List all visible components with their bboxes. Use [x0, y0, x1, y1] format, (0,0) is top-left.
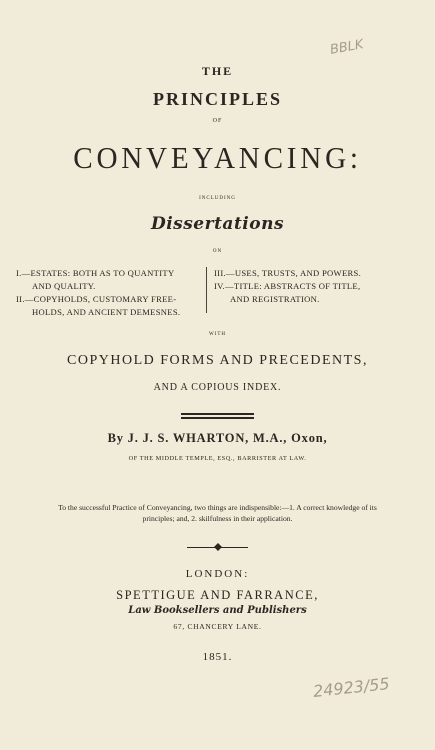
topic-line: IV.—TITLE: ABSTRACTS OF TITLE, [214, 281, 361, 291]
title-conveyancing: CONVEYANCING: [73, 140, 362, 175]
double-rule-bottom [181, 417, 254, 419]
ornament-diamond-icon [214, 543, 222, 551]
motto-quote: To the successful Practice of Conveyancing, two things are indispensible:—1. A correct knowledge of its principles; and, 2. skilfulness in their application. [58, 503, 377, 523]
title-principles: PRINCIPLES [152, 89, 283, 109]
column-divider [206, 267, 207, 313]
with-label: WITH [208, 332, 227, 337]
topic-line: AND QUALITY. [32, 281, 96, 291]
imprint-address: 67, CHANCERY LANE. [173, 622, 262, 631]
imprint-city: LONDON: [185, 568, 250, 580]
dissertations-heading: Dissertations [150, 214, 285, 234]
accession-number-pencil: 24923/55 [312, 674, 391, 701]
topic-line: II.—COPYHOLDS, CUSTOMARY FREE- [16, 294, 177, 304]
topics-right-column [214, 267, 379, 306]
title-the: THE [201, 64, 234, 78]
topic-line: I.—ESTATES: BOTH AS TO QUANTITY [16, 268, 175, 278]
including-label: INCLUDING [199, 196, 236, 201]
copious-index-line: AND A COPIOUS INDEX. [153, 382, 282, 393]
topic-line: AND REGISTRATION. [230, 294, 320, 304]
copyhold-forms-heading: COPYHOLD FORMS AND PRECEDENTS, [67, 353, 368, 368]
author-byline: By J. J. S. WHARTON, M.A., Oxon, [107, 431, 328, 445]
topic-line: HOLDS, AND ANCIENT DEMESNES. [32, 307, 181, 317]
author-affiliation: OF THE MIDDLE TEMPLE, ESQ., BARRISTER AT LAW. [128, 455, 307, 462]
imprint-publisher: SPETTIGUE AND FARRANCE, [116, 588, 319, 602]
title-of: OF [212, 118, 223, 124]
imprint-publisher-desc: Law Booksellers and Publishers [128, 605, 307, 616]
imprint-year: 1851. [202, 651, 233, 663]
topics-left-column [16, 267, 200, 319]
double-rule-top [181, 413, 254, 415]
topic-line: III.—USES, TRUSTS, AND POWERS. [214, 268, 362, 278]
shelfmark-pencil: BBLK [328, 37, 365, 58]
on-label: ON [212, 249, 223, 254]
